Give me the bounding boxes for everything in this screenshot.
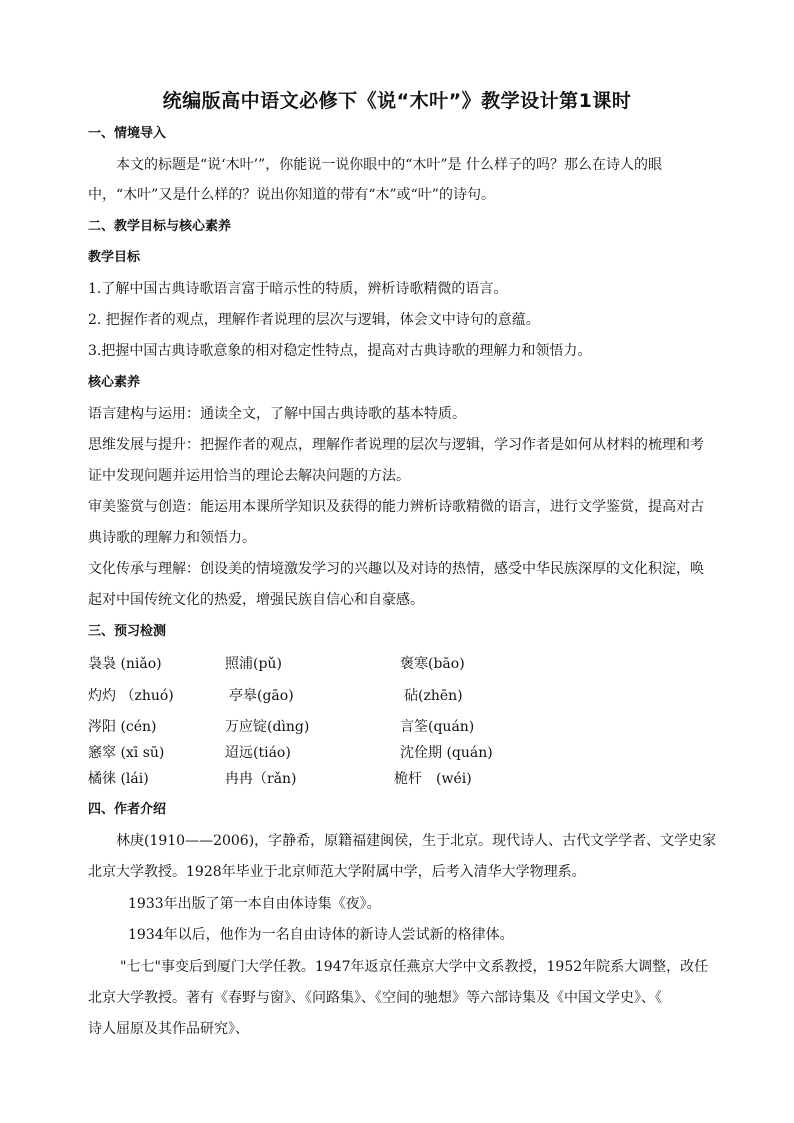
vocab-cell: 亭皋(gāo): [229, 688, 294, 704]
vocab-cell: 沈佺期 (quán): [400, 745, 493, 761]
vocab-cell: 灼灼 （zhuó): [88, 688, 174, 704]
vocab-cell: 褒寒(bāo): [400, 656, 465, 672]
section-heading-preview-check: 三、预习检测: [88, 624, 167, 639]
subheading-core-literacy: 核心素养: [88, 375, 141, 390]
literacy-line: 文化传承与理解：创设美的情境激发学习的兴趣以及对诗的热情，感受中华民族深厚的文化积淀，唤: [88, 561, 704, 577]
vocab-cell: 迢远(tiáo): [225, 745, 291, 761]
paragraph-line: 中，“木叶”又是什么样的？说出你知道的带有“木”或“叶”的诗句。: [88, 187, 495, 203]
author-line: 诗人屈原及其作品研究》、: [88, 1021, 249, 1037]
vocab-cell: 窸窣 (xī sū): [88, 745, 165, 761]
section-heading-context: 一、情境导入: [88, 126, 167, 141]
vocab-cell: 涔阳 (cén): [88, 719, 157, 735]
vocab-cell: 冉冉（rǎn): [225, 771, 297, 787]
vocab-cell: 橘徕 (lái): [88, 771, 149, 787]
literacy-line: 典诗歌的理解力和领悟力。: [88, 530, 256, 546]
author-line: 北京大学教授。1928年毕业于北京师范大学附属中学，后考入清华大学物理系。: [88, 864, 586, 880]
vocab-cell: 照浦(pǔ): [225, 656, 282, 672]
author-line: 北京大学教授。著有《春野与窗》、《问路集》、《空间的驰想》等六部诗集及《中国文学史》、《: [88, 990, 662, 1006]
author-line: 林庚(1910——2006)，字静希，原籍福建闽侯，生于北京。现代诗人、古代文学学者、文学史家: [116, 833, 717, 849]
literacy-line: 证中发现问题并运用恰当的理论去解决问题的方法。: [88, 468, 410, 484]
literacy-line: 审美鉴赏与创造：能运用本课所学知识及获得的能力辨析诗歌精微的语言，进行文学鉴赏，提高对古: [88, 499, 704, 515]
vocab-cell: 万应锭(dìng): [225, 719, 310, 735]
subheading-teaching-goals: 教学目标: [88, 250, 141, 265]
section-heading-author: 四、作者介绍: [88, 802, 167, 817]
goal-item: 1.了解中国古典诗歌语言富于暗示性的特质，辨析诗歌精微的语言。: [88, 281, 508, 297]
vocab-cell: 袅袅 (niǎo): [88, 656, 162, 672]
vocab-cell: 桅杆 (wéi): [394, 771, 472, 787]
author-line: "七七"事变后到厦门大学任教。1947年返京任燕京大学中文系教授，1952年院系大调整，改任: [120, 959, 709, 975]
section-heading-goals: 二、教学目标与核心素养: [88, 219, 232, 234]
vocab-cell: 言筌(quán): [400, 719, 475, 735]
document-title: 统编版高中语文必修下《说“木叶”》教学设计第1课时: [162, 90, 632, 112]
vocab-cell: 砧(zhēn): [404, 688, 463, 704]
literacy-line: 语言建构与运用：通读全文，了解中国古典诗歌的基本特质。: [88, 406, 466, 422]
goal-item: 2. 把握作者的观点，理解作者说理的层次与逻辑，体会文中诗句的意蕴。: [88, 312, 540, 328]
paragraph-line: 本文的标题是“说‘木叶’”，你能说一说你眼中的“木叶”是 什么样子的吗？那么在诗人的眼: [116, 157, 662, 173]
author-line: 1934年以后，他作为一名自由诗体的新诗人尝试新的格律体。: [128, 927, 514, 943]
goal-item: 3.把握中国古典诗歌意象的相对稳定性特点，提高对古典诗歌的理解力和领悟力。: [88, 343, 592, 359]
literacy-line: 起对中国传统文化的热爱，增强民族自信心和自豪感。: [88, 592, 424, 608]
literacy-line: 思维发展与提升：把握作者的观点，理解作者说理的层次与逻辑，学习作者是如何从材料的梳理和考: [88, 437, 704, 453]
author-line: 1933年出版了第一本自由体诗集《夜》。: [128, 896, 381, 912]
